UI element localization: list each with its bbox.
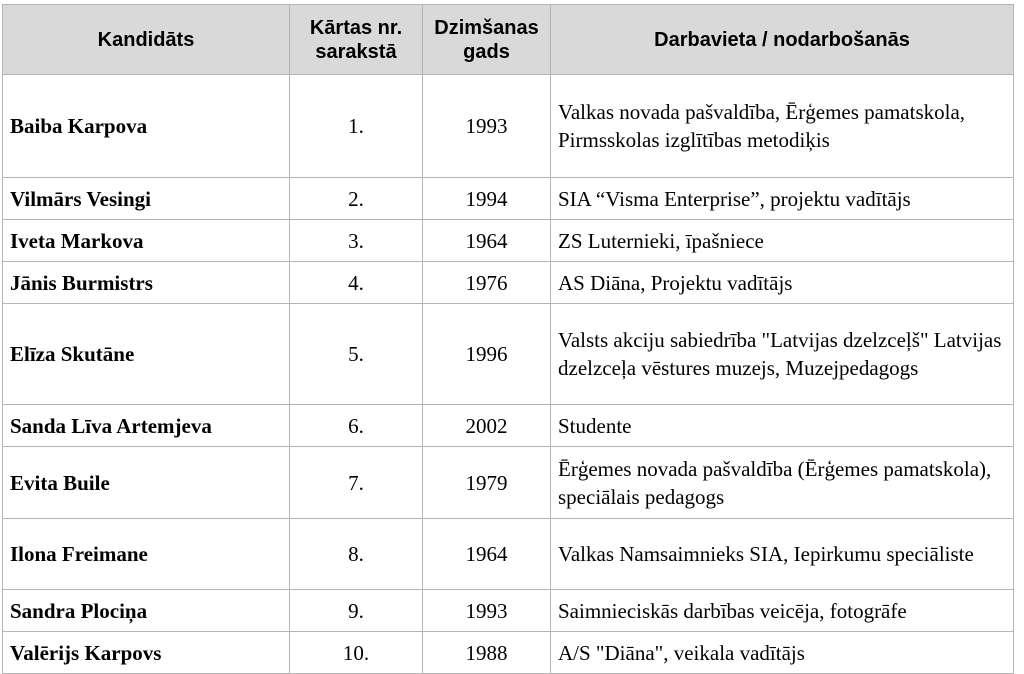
birth-year-cell: 1993 bbox=[423, 590, 551, 632]
table-row bbox=[3, 262, 1014, 304]
column-header-candidate: Kandidāts bbox=[3, 5, 290, 75]
table-row bbox=[3, 632, 1014, 674]
list-number-cell: 5. bbox=[290, 304, 423, 405]
table-row bbox=[3, 178, 1014, 220]
birth-year-cell: 1988 bbox=[423, 632, 551, 674]
list-number-cell: 3. bbox=[290, 220, 423, 262]
table-row bbox=[3, 405, 1014, 447]
table-body bbox=[3, 75, 1014, 674]
birth-year-cell: 1993 bbox=[423, 75, 551, 178]
table-row bbox=[3, 304, 1014, 405]
workplace-cell: Valkas novada pašvaldība, Ērģemes pamatskola, Pirmsskolas izglītības metodiķis bbox=[551, 75, 1014, 178]
workplace-cell: SIA “Visma Enterprise”, projektu vadītājs bbox=[551, 178, 1014, 220]
birth-year-cell: 1964 bbox=[423, 519, 551, 590]
workplace-cell: Saimnieciskās darbības veicēja, fotogrāfe bbox=[551, 590, 1014, 632]
workplace-cell: ZS Luternieki, īpašniece bbox=[551, 220, 1014, 262]
candidates-table bbox=[2, 4, 1014, 674]
table-row bbox=[3, 75, 1014, 178]
workplace-cell: Valsts akciju sabiedrība "Latvijas dzelzceļš" Latvijas dzelzceļa vēstures muzejs, Muzejpedagogs bbox=[551, 304, 1014, 405]
birth-year-cell: 2002 bbox=[423, 405, 551, 447]
workplace-cell: A/S "Diāna", veikala vadītājs bbox=[551, 632, 1014, 674]
column-header-workplace: Darbavieta / nodarbošanās bbox=[551, 5, 1014, 75]
column-header-list-number: Kārtas nr. sarakstā bbox=[290, 5, 423, 75]
candidate-name-cell: Iveta Markova bbox=[3, 220, 290, 262]
list-number-cell: 1. bbox=[290, 75, 423, 178]
table-row bbox=[3, 220, 1014, 262]
candidate-name-cell: Evita Buile bbox=[3, 447, 290, 519]
table-header bbox=[3, 5, 1014, 75]
table-row bbox=[3, 519, 1014, 590]
birth-year-cell: 1994 bbox=[423, 178, 551, 220]
table-row bbox=[3, 447, 1014, 519]
list-number-cell: 7. bbox=[290, 447, 423, 519]
birth-year-cell: 1964 bbox=[423, 220, 551, 262]
list-number-cell: 9. bbox=[290, 590, 423, 632]
workplace-cell: Valkas Namsaimnieks SIA, Iepirkumu speciāliste bbox=[551, 519, 1014, 590]
header-row bbox=[3, 5, 1014, 75]
candidate-name-cell: Sandra Plociņa bbox=[3, 590, 290, 632]
list-number-cell: 6. bbox=[290, 405, 423, 447]
birth-year-cell: 1996 bbox=[423, 304, 551, 405]
list-number-cell: 2. bbox=[290, 178, 423, 220]
list-number-cell: 4. bbox=[290, 262, 423, 304]
workplace-cell: AS Diāna, Projektu vadītājs bbox=[551, 262, 1014, 304]
birth-year-cell: 1979 bbox=[423, 447, 551, 519]
candidate-name-cell: Baiba Karpova bbox=[3, 75, 290, 178]
birth-year-cell: 1976 bbox=[423, 262, 551, 304]
candidate-name-cell: Valērijs Karpovs bbox=[3, 632, 290, 674]
candidate-name-cell: Elīza Skutāne bbox=[3, 304, 290, 405]
candidate-name-cell: Vilmārs Vesingi bbox=[3, 178, 290, 220]
table-row bbox=[3, 590, 1014, 632]
workplace-cell: Ērģemes novada pašvaldība (Ērģemes pamatskola), speciālais pedagogs bbox=[551, 447, 1014, 519]
candidate-name-cell: Jānis Burmistrs bbox=[3, 262, 290, 304]
workplace-cell: Studente bbox=[551, 405, 1014, 447]
candidate-name-cell: Sanda Līva Artemjeva bbox=[3, 405, 290, 447]
list-number-cell: 8. bbox=[290, 519, 423, 590]
list-number-cell: 10. bbox=[290, 632, 423, 674]
column-header-birth-year: Dzimšanas gads bbox=[423, 5, 551, 75]
candidate-name-cell: Ilona Freimane bbox=[3, 519, 290, 590]
